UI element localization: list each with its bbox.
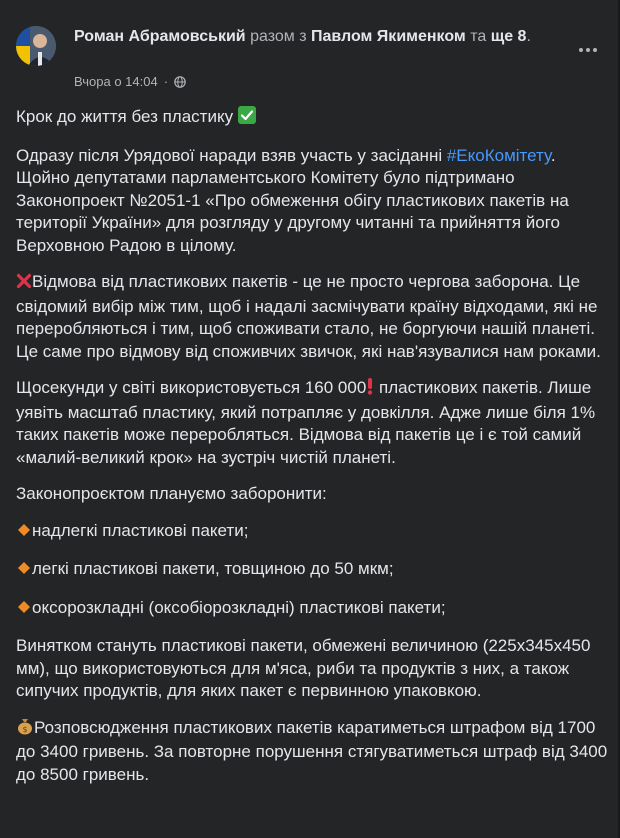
orange-diamond-icon bbox=[16, 560, 32, 583]
tagged-others[interactable]: ще 8 bbox=[490, 28, 527, 45]
post-paragraph bbox=[16, 145, 608, 258]
svg-text:$: $ bbox=[22, 724, 28, 734]
paragraph-text: Відмова від пластикових пакетів - це не просто чергова заборона. Це свідомий вибір між тим, щоб і надалі засмічувати країну відходами, які не переробляються і тим, щоб споживати стало, не боргуючи нашій планеті. Це саме про відмову від споживчих звичок, які нав'язувалися нам роками. bbox=[16, 272, 601, 361]
post-paragraph bbox=[16, 271, 608, 363]
with-word: разом з bbox=[250, 28, 307, 45]
post-paragraph bbox=[16, 635, 608, 703]
money-bag-icon bbox=[16, 717, 34, 742]
list-item bbox=[16, 597, 608, 622]
post-body bbox=[16, 106, 608, 800]
post-time[interactable]: Вчора о 14:04 bbox=[74, 74, 158, 89]
dot-icon bbox=[586, 48, 590, 52]
list-item bbox=[16, 558, 608, 583]
list-item-text: оксорозкладні (оксобіорозкладні) пластикові пакети; bbox=[32, 597, 446, 617]
globe-icon[interactable] bbox=[174, 76, 186, 88]
paragraph-text: Законопроєктом плануємо заборонити: bbox=[16, 484, 327, 503]
avatar[interactable] bbox=[16, 26, 56, 66]
orange-diamond-icon bbox=[16, 599, 32, 622]
list-item-text: легкі пластикові пакети, товщиною до 50 мкм; bbox=[32, 559, 394, 578]
author-name[interactable]: Роман Абрамовський bbox=[74, 28, 246, 45]
post-paragraph bbox=[16, 717, 608, 787]
post-header bbox=[16, 26, 602, 96]
list-item-text: надлегкі пластикові пакети; bbox=[32, 520, 249, 540]
post-paragraph bbox=[16, 106, 608, 131]
post-headline: Крок до життя без пластику bbox=[16, 107, 234, 126]
check-mark-icon bbox=[238, 106, 256, 131]
list-item bbox=[16, 520, 608, 545]
post-meta bbox=[74, 74, 186, 89]
paragraph-text: Розповсюдження пластикових пакетів каратиметься штрафом від 1700 до 3400 гривень. За повторне порушення стягуватиметься штраф від 3400 до 8500 гривень. bbox=[16, 717, 608, 784]
author-line bbox=[74, 26, 554, 48]
post-paragraph bbox=[16, 377, 608, 469]
bullet-list bbox=[16, 520, 608, 622]
post-paragraph bbox=[16, 483, 608, 506]
and-word: та bbox=[470, 28, 487, 45]
dot-icon bbox=[593, 48, 597, 52]
paragraph-text: . Щойно депутатами парламентського Комітету було підтримано Законопроект №2051-1 «Про обмеження обігу пластикових пакетів на території України» для розгляду у другому читанні та прийняття його Верховною Радою в цілому. bbox=[16, 145, 569, 255]
more-options-icon[interactable] bbox=[570, 38, 606, 62]
tagged-name[interactable]: Павлом Якименком bbox=[310, 28, 466, 45]
paragraph-text: Щосекунди у світі використовується 160 000 bbox=[16, 378, 367, 397]
period: . bbox=[526, 28, 531, 45]
cross-mark-icon bbox=[16, 273, 32, 296]
meta-separator: · bbox=[163, 74, 169, 89]
hashtag-link[interactable]: #ЕкоКомітету bbox=[446, 145, 551, 165]
paragraph-text: Одразу після Урядової наради взяв участь у засіданні bbox=[16, 145, 443, 165]
paragraph-text: Винятком стануть пластикові пакети, обмежені величиною (225х345х450 мм), що використовуються для м'яса, риби та продуктів з них, а також сипучих продуктів, для яких пакет є первинною упаковкою. bbox=[16, 636, 591, 700]
orange-diamond-icon bbox=[16, 522, 32, 545]
paragraph-text: пластикових пакетів. Лише уявіть масштаб пластику, який потрапляє у довкілля. Адже лише біля 1% таких пакетів може переробляться. Відмова від пакетів це і є той самий «малий-великий крок» на зустріч чистій планеті. bbox=[16, 378, 596, 467]
dot-icon bbox=[579, 48, 583, 52]
